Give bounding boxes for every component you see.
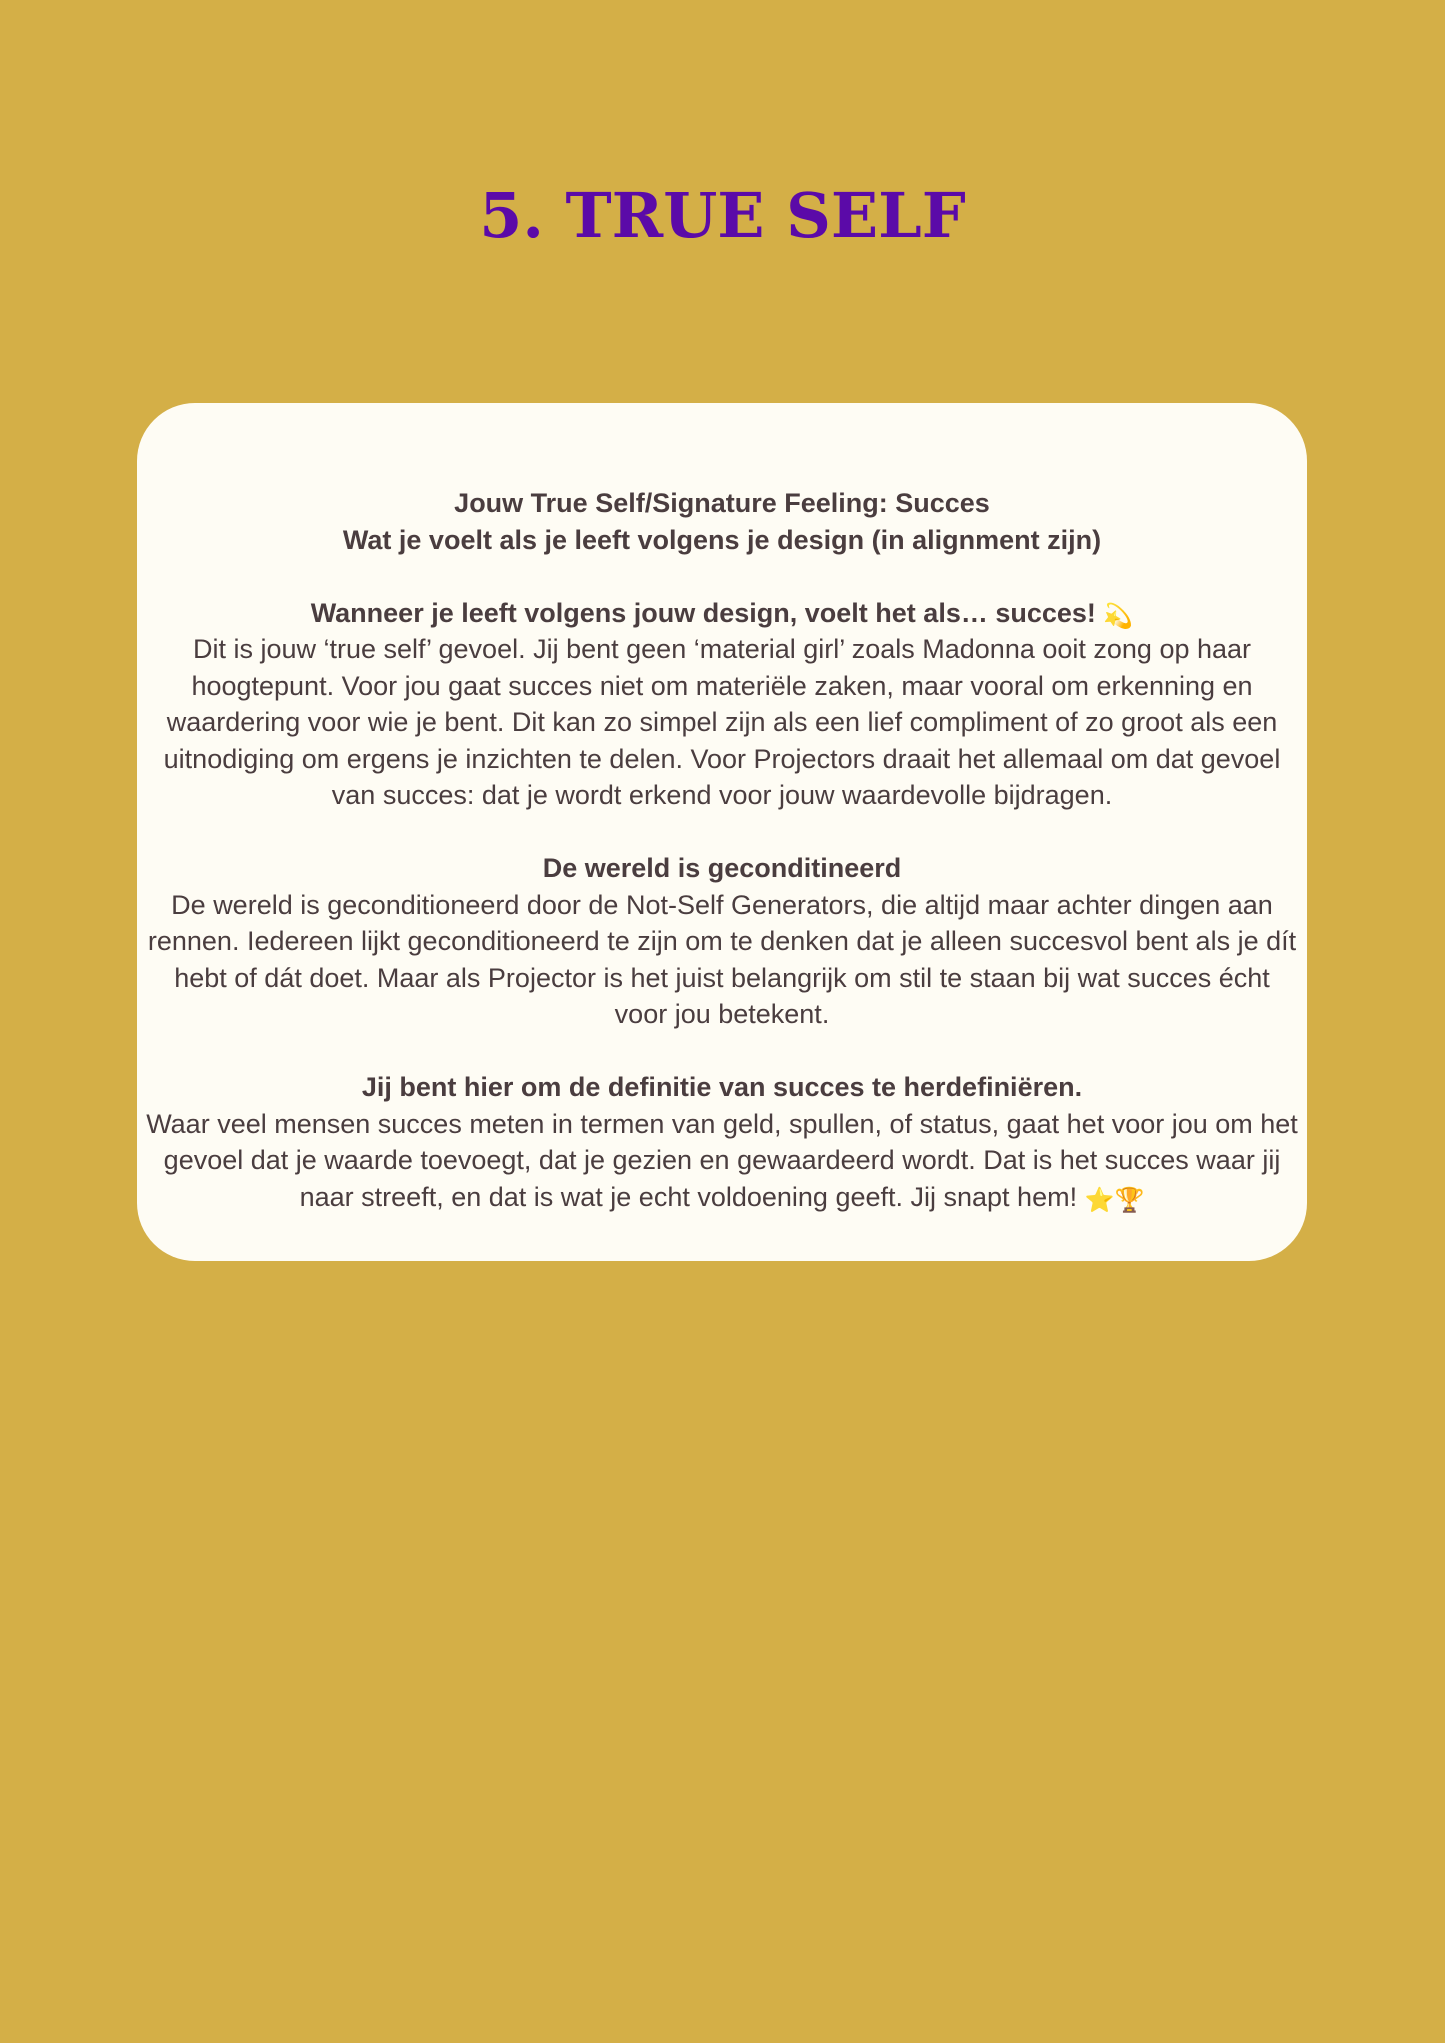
section-success bbox=[145, 595, 1299, 814]
intro-subtitle: Wat je voelt als je leeft volgens je design (in alignment zijn) bbox=[342, 524, 1102, 555]
section-redefine-heading: Jij bent hier om de definitie van succes te herdefiniëren. bbox=[361, 1072, 1083, 1102]
trophy-icon: 🏆 bbox=[1114, 1186, 1145, 1214]
section-conditioned bbox=[145, 850, 1299, 1033]
dizzy-icon: 💫 bbox=[1103, 602, 1134, 630]
star-icon: ⭐ bbox=[1084, 1186, 1115, 1214]
page-title: 5. TRUE SELF bbox=[479, 178, 966, 252]
intro-block bbox=[145, 485, 1299, 558]
section-success-body: Dit is jouw ‘true self’ gevoel. Jij bent geen ‘material girl’ zoals Madonna ooit zong op haar hoogtepunt. Voor jou gaat succes niet om materiële zaken, maar vooral om erkenning en waardering voor wie je bent. Dit kan zo simpel zijn als een lief compliment of zo groot als een uitnodiging om ergens je inzichten te delen. Voor Projectors draait het allemaal om dat gevoel van succes: dat je wordt erkend voor jouw waardevolle bijdragen. bbox=[163, 634, 1281, 810]
section-redefine-body: Waar veel mensen succes meten in termen van geld, spullen, of status, gaat het voor jou om het gevoel dat je waarde toevoegt, dat je gezien en gewaardeerd wordt. Dat is het succes waar jij naar streeft, en dat is wat je echt voldoening geeft. Jij snapt hem! bbox=[146, 1108, 1298, 1212]
section-conditioned-body: De wereld is geconditioneerd door de Not-Self Generators, die altijd maar achter dingen aan rennen. Iedereen lijkt geconditioneerd te zijn om te denken dat je alleen succesvol bent als je dít hebt of dát doet. Maar als Projector is het juist belangrijk om stil te staan bij wat succes écht voor jou betekent. bbox=[147, 889, 1297, 1029]
intro-title: Jouw True Self/Signature Feeling: Succes bbox=[454, 488, 990, 518]
section-success-heading-text: Wanneer je leeft volgens jouw design, voelt het als… succes! bbox=[310, 597, 1096, 628]
section-conditioned-heading: De wereld is geconditineerd bbox=[542, 853, 902, 883]
section-redefine bbox=[145, 1069, 1299, 1215]
content-card bbox=[137, 403, 1307, 1261]
section-redefine-body-wrap bbox=[145, 1106, 1299, 1216]
section-success-heading bbox=[145, 595, 1299, 632]
